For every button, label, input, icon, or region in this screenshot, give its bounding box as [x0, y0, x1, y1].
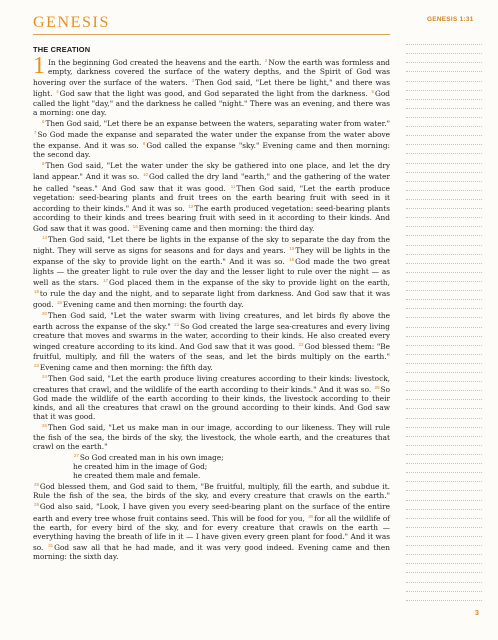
note-line: [406, 346, 482, 355]
verse-text: God called the dry land "earth," and the gathering of the water he called "seas." And God saw that it was good.: [33, 172, 390, 193]
note-line: [406, 173, 482, 182]
note-line: [406, 473, 482, 482]
scripture-paragraph: [33, 480, 390, 561]
verse-number: 28: [34, 482, 39, 488]
verse-number: 29: [34, 502, 39, 508]
verse-number: 6: [42, 118, 45, 124]
verse-text: Then God said, "Let there be an expanse between the waters, separating water from water.": [45, 118, 390, 128]
notes-column: [406, 36, 482, 601]
verse-text: They will be lights in the expanse of the sky to provide light on the earth." And it was so.: [33, 246, 390, 267]
verse-number: 8: [142, 141, 146, 146]
verse-number: 12: [188, 203, 194, 209]
verse-number: 30: [308, 513, 314, 519]
poetry-line: he created him in the image of God;: [73, 461, 208, 471]
note-line: [406, 45, 482, 54]
verse-text: God called the expanse "sky." Evening came and then morning: the second day.: [33, 141, 390, 160]
note-line: [406, 337, 482, 346]
verse-text: God saw that the light was good, and God separated the light from the darkness.: [59, 89, 371, 99]
verse-text: Now the earth was formless and empty, darkness covered the surface of the watery depths, and the Spirit of God was hovering over the surface of the waters.: [33, 58, 391, 88]
note-line: [406, 537, 482, 546]
note-line: [406, 355, 482, 364]
note-line: [406, 109, 482, 118]
verse-number: 21: [174, 322, 180, 328]
scripture-paragraph: [33, 159, 390, 233]
scripture-paragraph: [33, 117, 390, 160]
note-line: [406, 318, 482, 327]
note-line: [406, 54, 482, 63]
verse-number: 23: [34, 362, 39, 368]
verse-text: God placed them in the expanse of the sky to provide light on the earth,: [109, 277, 390, 287]
verse-number: 19: [56, 299, 62, 305]
note-line: [406, 391, 482, 400]
page-number: 3: [475, 610, 479, 617]
note-line: [406, 510, 482, 519]
poetry-line: $^{27}$So God created man in his own image;: [74, 452, 224, 462]
verse-number: 18: [34, 288, 39, 294]
note-line: [406, 36, 482, 45]
poetry-block: [33, 451, 390, 480]
note-line: [406, 300, 482, 309]
verse-number: 4: [56, 89, 59, 95]
verse-text: Evening came and then morning: the third day.: [138, 224, 315, 233]
verse-text: Evening came and then morning: the fifth day.: [39, 362, 213, 372]
note-line: [406, 91, 482, 100]
verse-number: 27: [74, 452, 79, 458]
note-line: [406, 564, 482, 573]
note-line: [406, 82, 482, 91]
verse-number: 24: [42, 373, 47, 379]
header-rule: [33, 34, 390, 35]
verse-text: for all the wildlife of the earth, for every bird of the sky, and for every creature that crawls on the earth — everything having the breath of life in it — I have given every green plant for food." And it was so.: [33, 513, 390, 552]
note-line: [406, 364, 482, 373]
verse-text: Then God said, "Let the water swarm with living creatures, and let birds fly above the earth across the expanse of the sky.": [33, 311, 390, 332]
note-line: [406, 164, 482, 173]
verse-text: So God created the large sea-creatures and every living creature that moves and swarms in the water, according to their kinds. He also created every winged creature according to its kind. And God saw that it was good.: [33, 322, 390, 352]
note-line: [406, 546, 482, 555]
chapter-number: 1: [33, 53, 45, 79]
note-line: [406, 328, 482, 337]
verse-text: Then God said, "Let the water under the sky be gathered into one place, and let the dry land appear." And it was so.: [33, 161, 390, 182]
verse-text: God blessed them: "Be fruitful, multiply, and fill the waters of the seas, and let the birds multiply on the earth.": [33, 342, 391, 361]
verse-text: Then God said, "Let there be lights in the expanse of the sky to separate the day from the night. They will serve as signs for seasons and for days and years.: [33, 235, 390, 256]
note-line: [406, 373, 482, 382]
note-line: [406, 309, 482, 318]
verse-text: God saw all that he had made, and it was very good indeed. Evening came and then morning: the sixth day.: [33, 542, 390, 561]
note-line: [406, 501, 482, 510]
note-line: [406, 136, 482, 145]
verse-number: 11: [230, 183, 236, 189]
note-line: [406, 446, 482, 455]
note-line: [406, 145, 482, 154]
verse-text: Then God said, "Let the earth produce living creatures according to their kinds: livestock, creatures that crawl, and the wildlife of the earth according to their kinds." And it was so.: [33, 373, 390, 394]
verse-number: 20: [42, 311, 47, 316]
note-line: [406, 255, 482, 264]
verse-number: 26: [42, 423, 47, 429]
verse-text: Then God said, "Let us make man in our image, according to our likeness. They will rule the fish of the sea, the birds of the sky, the livestock, the whole earth, and the creatures that crawl on the earth.": [33, 423, 390, 451]
verse-text: In the beginning God created the heavens and the earth.: [48, 58, 264, 67]
note-line: [406, 419, 482, 428]
verse-number: 22: [298, 342, 304, 348]
poetry-line: he created them male and female.: [73, 471, 201, 480]
scripture-column: [33, 53, 391, 561]
scripture-paragraph: [33, 421, 390, 450]
scripture-paragraph: [33, 233, 390, 309]
note-line: [406, 528, 482, 537]
note-line: [406, 555, 482, 564]
running-head: GENESIS 1:31: [427, 16, 474, 23]
verse-text: God blessed them, and God said to them, "Be fruitful, multiply, fill the earth, and subdue it. Rule the fish of the sea, the birds of the sky, and every creature that crawls on the earth.": [33, 482, 390, 501]
section-heading: THE CREATION: [33, 45, 91, 54]
note-line: [406, 428, 482, 437]
verse-number: 16: [289, 257, 295, 263]
note-line: [406, 227, 482, 236]
note-line: [406, 127, 482, 136]
verse-number: 17: [103, 277, 109, 283]
note-line: [406, 592, 482, 601]
verse-text: The earth produced vegetation: seed-bearing plants according to their kinds and trees bearing fruit with seed in it according to their kinds. And God saw that it was good.: [33, 203, 390, 233]
note-line: [406, 573, 482, 582]
verse-text: to rule the day and the night, and to separate light from darkness. And God saw that it was good.: [33, 288, 390, 309]
note-line: [406, 63, 482, 72]
verse-text: God called the light "day," and the darkness he called "night." There was an evening, and there was a morning: one day.: [33, 89, 390, 117]
note-line: [406, 491, 482, 500]
verse-number: 7: [34, 129, 37, 135]
verse-number: 10: [143, 172, 148, 178]
note-line: [406, 200, 482, 209]
note-line: [406, 264, 482, 273]
verse-text: God also said, "Look, I have given you every seed-bearing plant on the surface of the entire earth and every tree whose fruit contains seed. This will be food for you,: [33, 502, 390, 523]
note-line: [406, 400, 482, 409]
verse-number: 25: [374, 384, 380, 390]
scripture-paragraph: [33, 372, 390, 422]
note-line: [406, 482, 482, 491]
note-line: [406, 464, 482, 473]
verse-number: 5: [371, 89, 374, 95]
note-line: [406, 519, 482, 528]
note-line: [406, 118, 482, 127]
scripture-paragraph: [33, 53, 391, 117]
book-title: GENESIS: [33, 14, 110, 31]
verse-text: Then God said, "Let there be light," and there was light.: [33, 78, 390, 99]
verse-number: 31: [48, 542, 54, 548]
verse-number: 9: [42, 161, 45, 167]
note-line: [406, 382, 482, 391]
note-line: [406, 291, 482, 300]
note-line: [406, 218, 482, 227]
note-line: [406, 246, 482, 255]
note-line: [406, 583, 482, 592]
verse-number: 3: [191, 78, 195, 84]
note-line: [406, 282, 482, 291]
verse-number: 15: [289, 246, 295, 252]
note-line: [406, 191, 482, 200]
note-line: [406, 437, 482, 446]
note-line: [406, 236, 482, 245]
note-line: [406, 72, 482, 81]
scripture-paragraph: [33, 309, 390, 372]
note-line: [406, 100, 482, 109]
note-line: [406, 209, 482, 218]
verse-number: 13: [132, 224, 138, 229]
verse-text: God made the two great lights — the greater light to rule over the day and the lesser light to rule over the night — as well as the stars.: [33, 257, 390, 287]
verse-text: Then God said, "Let the earth produce vegetation: seed-bearing plants and fruit trees on the earth bearing fruit with seed in it according to their kinds." And it was so.: [33, 183, 390, 213]
verse-text: So God made the expanse and separated the water under the expanse from the water above the expanse. And it was so.: [33, 129, 390, 150]
note-line: [406, 273, 482, 282]
verse-text: Evening came and then morning: the fourth day.: [62, 299, 244, 309]
verse-number: 14: [42, 235, 47, 241]
note-line: [406, 154, 482, 163]
note-line: [406, 409, 482, 418]
verse-number: 2: [264, 58, 268, 63]
note-line: [406, 182, 482, 191]
note-line: [406, 455, 482, 464]
verse-text: So God made the wildlife of the earth according to their kinds, the livestock according to their kinds, and all the creatures that crawl on the ground according to their kinds. And God saw that it was good.: [33, 384, 390, 422]
